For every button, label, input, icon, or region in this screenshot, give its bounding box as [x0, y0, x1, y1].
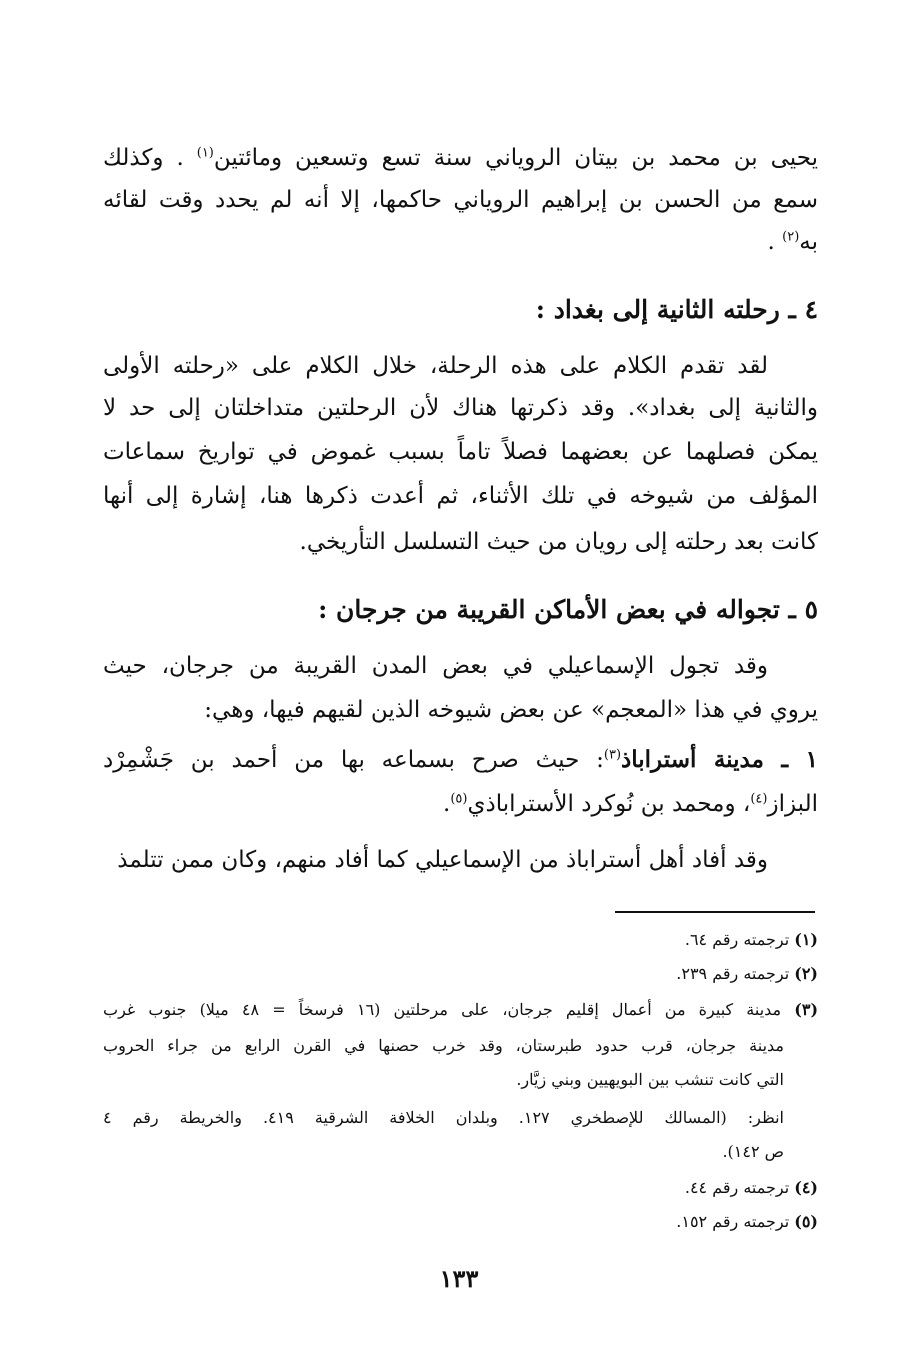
page-number: ١٣٣: [439, 1264, 479, 1293]
footnote-3-line-1: (٣) مدينة كبيرة من أعمال إقليم جرجان، على مرحلتين (١٦ فرسخاً = ٤٨ ميلا) جنوب غرب: [103, 1000, 818, 1019]
footnote-3-line-3: التي كانت تنشب بين البويهيين وبني زيَّار.: [516, 1070, 784, 1089]
paragraph-3-line-2: يروي في هذا «المعجم» عن بعض شيوخه الذين لقيهم فيها، وهي:: [204, 697, 818, 723]
paragraph-1-line-3: به$^{(٢)}$ .: [767, 229, 818, 255]
footnote-ref-5: (٥): [450, 791, 468, 807]
footnote-ref-2: (٢): [782, 229, 800, 245]
footnote-ref-3: (٣): [603, 747, 622, 763]
paragraph-2-line-5: كانت بعد رحلته إلى رويان من حيث التسلسل التأريخي.: [299, 529, 818, 555]
paragraph-2-line-4: المؤلف من شيوخه في تلك الأثناء، ثم أعدت ذكرها هنا، إشارة إلى أنها: [103, 483, 818, 509]
section-heading-4: ٤ ـ رحلته الثانية إلى بغداد :: [535, 295, 818, 324]
paragraph-2-line-3: يمكن فصلهما عن بعضهما فصلاً تاماً بسبب غموض في تواريخ سماعات: [103, 439, 818, 465]
footnote-3-line-4: انظر: (المسالك للإصطخري ١٢٧. وبلدان الخلافة الشرقية ٤١٩. والخريطة رقم ٤: [103, 1108, 784, 1127]
paragraph-3-line-1: وقد تجول الإسماعيلي في بعض المدن القريبة من جرجان، حيث: [103, 653, 768, 679]
paragraph-1-line-1: يحيى بن محمد بن بيتان الروياني سنة تسع وتسعين ومائتين$^{(١)}$ . وكذلك: [103, 145, 818, 171]
paragraph-1-line-2: سمع من الحسن بن إبراهيم الروياني حاكمها، إلا أنه لم يحدد وقت لقائه: [103, 187, 818, 213]
footnote-1: (١) ترجمته رقم ٦٤.: [684, 930, 818, 949]
list-item-1-line-2: البزاز$^{(٤)}$، ومحمد بن نُوكرد الأستراباذي$^{(٥)}$.: [443, 791, 818, 817]
list-item-1-label: ١ ـ مدينة أستراباذ: [621, 746, 818, 773]
list-item-1-line-1: ١ ـ مدينة أستراباذ$^{(٣)}$: حيث صرح بسماعه بها من أحمد بن جَشْمِرْد: [103, 746, 818, 773]
footnote-4: (٤) ترجمته رقم ٤٤.: [684, 1178, 818, 1197]
paragraph-2-line-2: والثانية إلى بغداد». وقد ذكرتها هناك لأن الرحلتين متداخلتان إلى حد لا: [103, 395, 818, 421]
paragraph-2-line-1: لقد تقدم الكلام على هذه الرحلة، خلال الكلام على «رحلته الأولى: [103, 353, 768, 379]
footnote-3-line-2: مدينة جرجان، قرب حدود طبرستان، وقد خرب حصنها في القرن الرابع من جراء الحروب: [103, 1036, 784, 1055]
footnote-2: (٢) ترجمته رقم ٢٣٩.: [676, 964, 818, 983]
paragraph-4-line-1: وقد أفاد أهل أستراباذ من الإسماعيلي كما أفاد منهم، وكان ممن تتلمذ: [117, 847, 768, 873]
footnote-5: (٥) ترجمته رقم ١٥٢.: [676, 1212, 818, 1231]
footnote-separator: [615, 911, 815, 913]
footnote-ref-1: (١): [196, 145, 214, 161]
footnote-3-line-5: ص ١٤٢).: [722, 1142, 784, 1161]
section-heading-5: ٥ ـ تجواله في بعض الأماكن القريبة من جرجان :: [318, 595, 818, 624]
footnote-ref-4: (٤): [750, 791, 768, 807]
